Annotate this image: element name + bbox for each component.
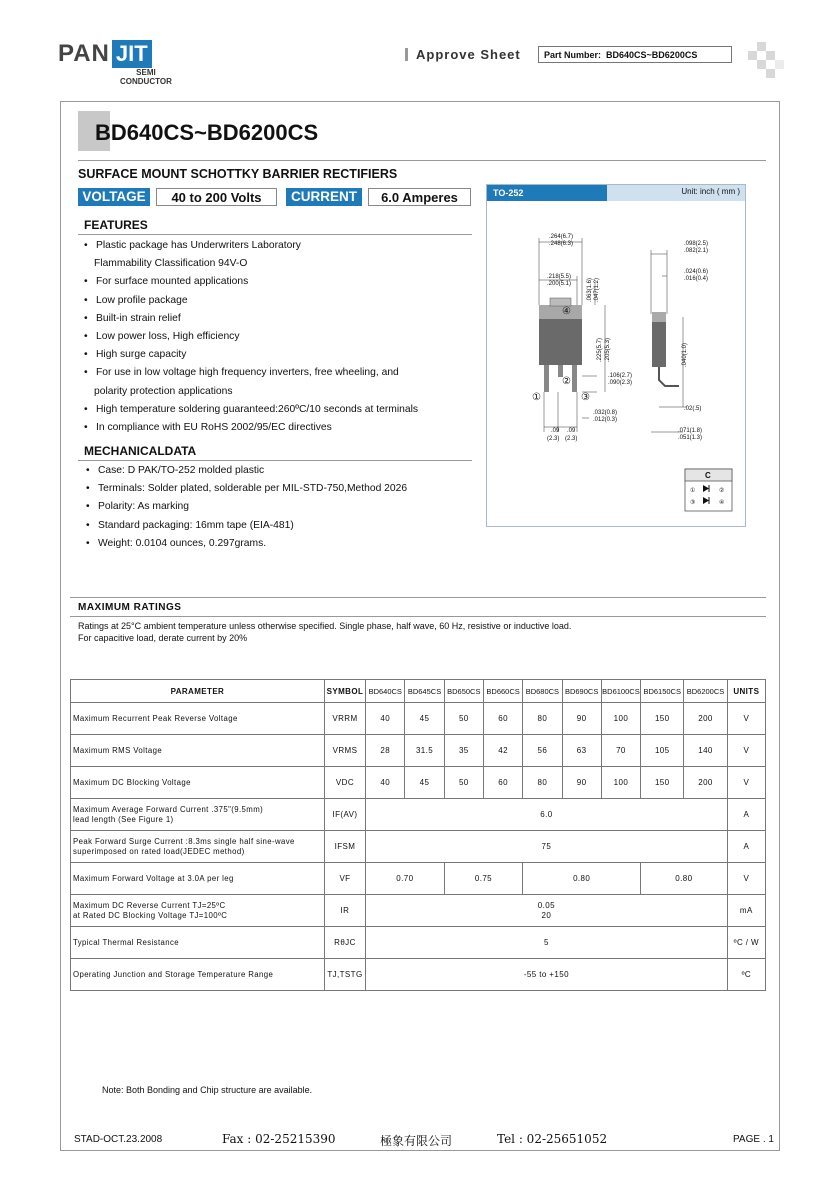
col-device: BD6200CS bbox=[684, 680, 727, 703]
divider bbox=[70, 597, 766, 598]
param-cell bbox=[71, 831, 325, 863]
package-name: TO-252 bbox=[487, 185, 607, 201]
dim-label: .012(0.3) bbox=[593, 417, 618, 423]
value-cell: 60 bbox=[483, 703, 522, 735]
value-cell: 40 bbox=[366, 703, 405, 735]
voltage-badge: VOLTAGE bbox=[78, 188, 150, 206]
unit-cell: ºC bbox=[727, 959, 765, 991]
table-row bbox=[71, 735, 766, 767]
dim-label: .082(2.1) bbox=[684, 248, 709, 254]
col-device: BD660CS bbox=[483, 680, 522, 703]
table-row bbox=[71, 799, 766, 831]
part-number-value: BD640CS~BD6200CS bbox=[606, 50, 698, 60]
table-row bbox=[71, 927, 766, 959]
param-line: Peak Forward Surge Current :8.3ms single half sine-wave bbox=[73, 836, 295, 846]
marking-title: C bbox=[705, 471, 711, 480]
deco-square bbox=[757, 60, 766, 69]
symbol-cell: TJ,TSTG bbox=[324, 959, 365, 991]
value-line: 0.05 bbox=[537, 900, 555, 910]
value-cell: 63 bbox=[562, 735, 601, 767]
list-item: • In compliance with EU RoHS 2002/95/EC directives bbox=[84, 422, 332, 434]
list-item: • Standard packaging: 16mm tape (EIA-481) bbox=[86, 519, 294, 531]
col-symbol: SYMBOL bbox=[324, 680, 365, 703]
package-tab bbox=[539, 305, 582, 319]
dim-label: .200(5.1) bbox=[547, 281, 572, 287]
list-item: • High temperature soldering guaranteed:260ºC/10 seconds at terminals bbox=[84, 403, 419, 415]
dim-label: .040(1.0) bbox=[682, 342, 688, 367]
footer-company: 極象有限公司 bbox=[380, 1134, 453, 1148]
dim-label: .071(1.8) bbox=[678, 428, 703, 434]
value-cell: 80 bbox=[523, 767, 562, 799]
dim-label: .09 bbox=[551, 428, 560, 434]
dim-label: .106(2.7) bbox=[608, 373, 633, 379]
col-device: BD640CS bbox=[366, 680, 405, 703]
value-cell: 6.0 bbox=[366, 799, 728, 831]
col-device: BD645CS bbox=[405, 680, 444, 703]
package-side-top bbox=[652, 312, 666, 322]
value-cell: 56 bbox=[523, 735, 562, 767]
unit-cell: V bbox=[727, 767, 765, 799]
ratings-note-2: For capacitive load, derate current by 20% bbox=[78, 632, 248, 643]
symbol-cell: VRRM bbox=[324, 703, 365, 735]
col-device: BD6150CS bbox=[641, 680, 684, 703]
logo-jit: JIT bbox=[112, 40, 152, 68]
list-item: • Low profile package bbox=[84, 294, 188, 306]
dim-label: .090(2.3) bbox=[608, 380, 633, 386]
table-row bbox=[71, 767, 766, 799]
value-cell: 35 bbox=[444, 735, 483, 767]
value-cell: 200 bbox=[684, 703, 727, 735]
part-number-box bbox=[538, 46, 732, 63]
current-badge: CURRENT bbox=[286, 188, 362, 206]
approve-sheet-label bbox=[405, 47, 521, 62]
value-cell: 100 bbox=[601, 767, 640, 799]
deco-square bbox=[748, 51, 757, 60]
symbol-cell: IF(AV) bbox=[324, 799, 365, 831]
divider bbox=[78, 160, 766, 161]
value-cell: 0.80 bbox=[523, 863, 641, 895]
value-cell: 40 bbox=[366, 767, 405, 799]
footer-date: STAD-OCT.23.2008 bbox=[74, 1134, 163, 1145]
list-item: • Terminals: Solder plated, solderable per MIL-STD-750,Method 2026 bbox=[86, 483, 408, 495]
logo-sub-1: SEMI bbox=[136, 68, 156, 77]
logo-subtitle bbox=[120, 68, 172, 86]
value-cell: 70 bbox=[601, 735, 640, 767]
dim-label: .016(0.4) bbox=[684, 276, 709, 282]
footer-fax: Fax : 02-25215390 bbox=[222, 1132, 336, 1146]
value-cell: 5 bbox=[366, 927, 728, 959]
lead bbox=[572, 365, 577, 392]
pin-label: ② bbox=[562, 376, 571, 387]
dim-label: .09 bbox=[567, 428, 576, 434]
param-cell: Maximum Recurrent Peak Reverse Voltage bbox=[71, 703, 325, 735]
value-cell: 42 bbox=[483, 735, 522, 767]
list-item: • High surge capacity bbox=[84, 349, 187, 361]
value-cell: 150 bbox=[641, 703, 684, 735]
company-logo bbox=[58, 40, 188, 90]
dim-label: .264(6.7) bbox=[549, 234, 574, 240]
value-cell: 75 bbox=[366, 831, 728, 863]
current-value: 6.0 Amperes bbox=[368, 188, 471, 206]
col-units: UNITS bbox=[727, 680, 765, 703]
value-cell: 60 bbox=[483, 767, 522, 799]
value-line: 20 bbox=[541, 910, 552, 920]
approve-text: Approve Sheet bbox=[416, 47, 521, 62]
value-cell: 50 bbox=[444, 767, 483, 799]
value-cell: 50 bbox=[444, 703, 483, 735]
logo-sub-2: CONDUCTOR bbox=[120, 77, 172, 86]
list-item: • Built-in strain relief bbox=[84, 312, 181, 324]
ratings-note-1: Ratings at 25°C ambient temperature unless otherwise specified. Single phase, half wave, 60 Hz, resistive or inductive load. bbox=[78, 621, 572, 631]
value-cell: 200 bbox=[684, 767, 727, 799]
unit-cell: A bbox=[727, 831, 765, 863]
symbol-cell: VDC bbox=[324, 767, 365, 799]
value-cell: 28 bbox=[366, 735, 405, 767]
param-cell: Maximum DC Blocking Voltage bbox=[71, 767, 325, 799]
symbol-cell: IFSM bbox=[324, 831, 365, 863]
divider bbox=[78, 234, 472, 235]
list-item: • For surface mounted applications bbox=[84, 276, 249, 288]
pin-label: ① bbox=[532, 392, 541, 403]
deco-square bbox=[766, 51, 775, 60]
mechanical-title: MECHANICALDATA bbox=[84, 444, 197, 458]
unit-cell: ºC / W bbox=[727, 927, 765, 959]
dim-label: .098(2.5) bbox=[684, 241, 709, 247]
param-line: Maximum DC Reverse Current TJ=25ºC bbox=[73, 900, 226, 910]
package-tab-top bbox=[550, 298, 571, 306]
value-cell: 0.75 bbox=[444, 863, 523, 895]
footnote: Note: Both Bonding and Chip structure are available. bbox=[102, 1085, 313, 1095]
list-item: • Case: D PAK/TO-252 molded plastic bbox=[86, 465, 265, 476]
value-cell: 90 bbox=[562, 703, 601, 735]
dim-label: .02(.5) bbox=[684, 406, 702, 412]
param-cell bbox=[71, 799, 325, 831]
col-device: BD690CS bbox=[562, 680, 601, 703]
dim-label: (2.3) bbox=[547, 436, 560, 442]
deco-square bbox=[757, 42, 766, 51]
approve-bar bbox=[405, 48, 408, 61]
dim-label: .205(5.3) bbox=[605, 337, 611, 362]
mechanical-list bbox=[86, 462, 407, 553]
table-row bbox=[71, 895, 766, 927]
unit-cell: V bbox=[727, 863, 765, 895]
value-cell: 150 bbox=[641, 767, 684, 799]
param-cell: Maximum Forward Voltage at 3.0A per leg bbox=[71, 863, 325, 895]
list-item: Flammability Classification 94V-O bbox=[94, 258, 248, 270]
value-cell: 31.5 bbox=[405, 735, 444, 767]
list-item: • Plastic package has Underwriters Laboratory bbox=[84, 240, 301, 251]
dim-label: .051(1.3) bbox=[678, 435, 703, 441]
deco-square bbox=[775, 60, 784, 69]
value-cell: 140 bbox=[684, 735, 727, 767]
param-cell: Typical Thermal Resistance bbox=[71, 927, 325, 959]
unit-cell: mA bbox=[727, 895, 765, 927]
value-cell: -55 to +150 bbox=[366, 959, 728, 991]
value-cell: 100 bbox=[601, 703, 640, 735]
dim-label: .248(6.3) bbox=[549, 241, 574, 247]
param-line: superimposed on rated load(JEDEC method) bbox=[73, 846, 245, 856]
col-parameter: PARAMETER bbox=[71, 680, 325, 703]
part-number-label: Part Number: bbox=[544, 50, 602, 60]
page-number: PAGE . 1 bbox=[733, 1134, 774, 1145]
side-lead bbox=[659, 367, 679, 386]
value-cell bbox=[366, 895, 728, 927]
symbol-cell: VRMS bbox=[324, 735, 365, 767]
value-cell: 0.80 bbox=[641, 863, 728, 895]
param-cell bbox=[71, 895, 325, 927]
value-cell: 90 bbox=[562, 767, 601, 799]
dim-label: .218(5.5) bbox=[547, 274, 572, 280]
value-cell: 45 bbox=[405, 767, 444, 799]
list-item: • Polarity: As marking bbox=[86, 501, 189, 513]
unit-cell: V bbox=[727, 703, 765, 735]
logo-text: PAN bbox=[58, 40, 110, 67]
features-title: FEATURES bbox=[84, 218, 148, 232]
pin-label: ③ bbox=[581, 392, 590, 403]
dim-label: .032(0.8) bbox=[593, 410, 618, 416]
col-device: BD680CS bbox=[523, 680, 562, 703]
table-row bbox=[71, 863, 766, 895]
package-diagram bbox=[487, 202, 745, 526]
ratings-title: MAXIMUM RATINGS bbox=[78, 602, 182, 613]
dim-label: (2.3) bbox=[565, 436, 578, 442]
dim-label: .047(1.2) bbox=[594, 277, 600, 302]
marking-pin: ② bbox=[719, 488, 725, 494]
param-line: Maximum Average Forward Current .375"(9.5mm) bbox=[73, 804, 264, 814]
symbol-cell: VF bbox=[324, 863, 365, 895]
value-cell: 0.70 bbox=[366, 863, 445, 895]
list-item: • Weight: 0.0104 ounces, 0.297grams. bbox=[86, 537, 267, 549]
value-cell: 45 bbox=[405, 703, 444, 735]
footer-tel: Tel : 02-25651052 bbox=[497, 1132, 608, 1146]
value-cell: 80 bbox=[523, 703, 562, 735]
symbol-cell: IR bbox=[324, 895, 365, 927]
voltage-value: 40 to 200 Volts bbox=[156, 188, 277, 206]
table-header-row bbox=[71, 680, 766, 703]
package-unit: Unit: inch ( mm ) bbox=[681, 187, 740, 196]
marking-pin: ① bbox=[690, 488, 696, 494]
dim-label: .024(0.6) bbox=[684, 269, 709, 275]
marking-pin: ③ bbox=[690, 500, 696, 506]
table-row bbox=[71, 959, 766, 991]
pin-label: ④ bbox=[562, 306, 571, 317]
list-item: • Low power loss, High efficiency bbox=[84, 331, 240, 343]
param-cell: Maximum RMS Voltage bbox=[71, 735, 325, 767]
col-device: BD650CS bbox=[444, 680, 483, 703]
divider bbox=[78, 460, 472, 461]
value-cell: 105 bbox=[641, 735, 684, 767]
page-title: BD640CS~BD6200CS bbox=[95, 120, 319, 145]
product-subtitle: SURFACE MOUNT SCHOTTKY BARRIER RECTIFIERS bbox=[78, 167, 398, 181]
param-cell: Operating Junction and Storage Temperature Range bbox=[71, 959, 325, 991]
param-line: lead length (See Figure 1) bbox=[73, 814, 174, 824]
features-list bbox=[84, 237, 418, 437]
lead bbox=[544, 365, 549, 392]
param-line: at Rated DC Blocking Voltage TJ=100ºC bbox=[73, 910, 228, 920]
ratings-note bbox=[78, 621, 571, 644]
list-item: polarity protection applications bbox=[94, 385, 233, 397]
unit-cell: V bbox=[727, 735, 765, 767]
dim-label: .225(5.7) bbox=[597, 337, 603, 362]
unit-cell: A bbox=[727, 799, 765, 831]
list-item: • For use in low voltage high frequency inverters, free wheeling, and bbox=[84, 367, 399, 379]
deco-square bbox=[766, 69, 775, 78]
symbol-cell: RθJC bbox=[324, 927, 365, 959]
ratings-table bbox=[70, 679, 766, 991]
table-row bbox=[71, 703, 766, 735]
marking-pin: ④ bbox=[719, 500, 725, 506]
col-device: BD6100CS bbox=[601, 680, 640, 703]
dim-label: .063(1.6) bbox=[587, 277, 593, 302]
divider bbox=[70, 616, 766, 617]
table-row bbox=[71, 831, 766, 863]
